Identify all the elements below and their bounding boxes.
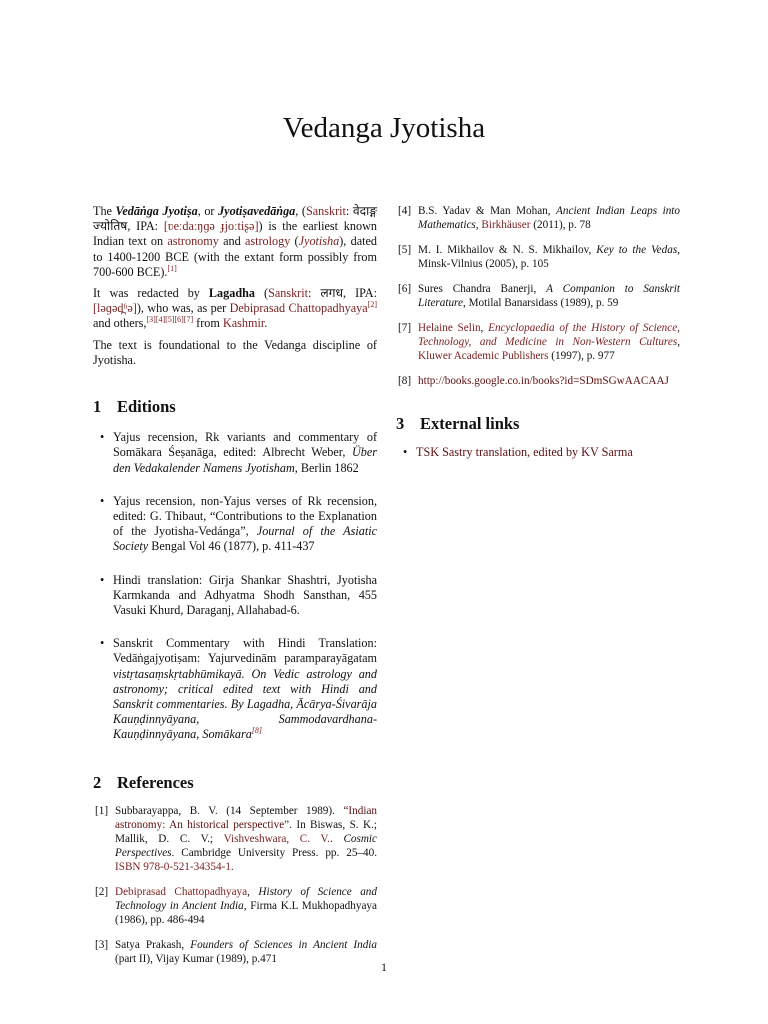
reference-item: [4] B.S. Yadav & Man Mohan, Ancient Indian Leaps into Mathematics, Birkhäuser (2011), p. 78 [398, 205, 680, 231]
right-column [396, 204, 680, 466]
reference-item: [3] Satya Prakash, Founders of Sciences in Ancient India (part II), Vijay Kumar (1989), p.471 [95, 938, 377, 965]
encyclopaedia-link[interactable]: Encyclopaedia of the History of Science, Technology, and Medicine in Non-Western Cultures [418, 322, 680, 348]
reference-item: [6] Sures Chandra Banerji, A Companion to Sanskrit Literature, Motilal Banarsidass (1989), p. 59 [398, 283, 680, 309]
chattopadhyaya-ref-link[interactable]: Debiprasad Chattopadhyaya [115, 885, 248, 898]
list-item: • Yajus recension, non-Yajus verses of Rk recension, edited: G. Thibaut, “Contributions to the Explanation of the Jyotisha-Vedánga”, Journal of the Asiatic Society Bengal Vol 46 (1877), p. 411-437 [100, 493, 377, 554]
chattopadhyaya-link[interactable]: Debiprasad Chattopadhyaya [229, 301, 368, 316]
reference-item: [1] Subbarayappa, B. V. (14 September 1989). “Indian astronomy: An historical perspective”. In Biswas, S. K.; Mallik, D. C. V.; Vishveshwara, C. V.. Cosmic Perspectives. Cambridge University Press. pp. 25–40. ISBN 978-0-521-34354-1. [95, 804, 377, 873]
ipa-link[interactable]: [ʋeːdaːŋɡə ɟjoːtiʂə] [163, 219, 259, 234]
list-item [396, 445, 680, 460]
external-links-heading: 3 External links [396, 414, 520, 433]
citation-2[interactable]: [2] [367, 300, 378, 310]
jyotisha-link[interactable]: Jyotisha [298, 234, 340, 249]
astronomy-link[interactable]: astronomy [167, 234, 219, 249]
bullet-icon: • [100, 572, 105, 587]
google-books-link[interactable]: http://books.google.co.in/books?id=SDmSGwAACAAJ [418, 375, 669, 387]
citation-3-7[interactable]: [3][4][5][6][7] [146, 315, 194, 325]
tsk-sastry-link[interactable]: TSK Sastry translation, edited by KV Sarma [416, 445, 633, 460]
editions-heading: 1 Editions [93, 397, 176, 417]
reference-title-link[interactable]: “Indian astronomy: An historical perspective” [115, 804, 377, 831]
bullet-icon: • [100, 636, 105, 651]
left-column [93, 204, 377, 977]
birkhauser-link[interactable]: Birkhäuser [481, 219, 531, 231]
bullet-icon: • [100, 493, 105, 508]
intro-paragraph-3: The text is foundational to the Vedanga discipline of Jyotisha. [93, 337, 377, 367]
external-links-list [396, 445, 680, 460]
list-item: • Yajus recension, Rk variants and commentary of Somākara Śeṣanāga, edited: Albrecht Weber, Über den Vedakalender Namens Jyotisham, Berlin 1862 [100, 430, 377, 475]
list-item: • Sanskrit Commentary with Hindi Translation: Vedāṅgajyotiṣam: Yajurvedinām paramparayāgatam vistṛtasaṃskṛtabhūmikayā. On Vedic astrology and astronomy; critical edited text with Hindi and Sanskrit commentaries. By Lagadha, Ācārya-Śivarāja Kauṇḍinnyāyana, SammodavardhanaKauṇḍinnyāyana, Somākara[8] [100, 636, 377, 742]
bullet-icon: • [100, 430, 105, 445]
references-heading: 2 References [93, 772, 194, 792]
intro-paragraph-2: It was redacted by Lagadha (Sanskrit: लगध, IPA: [ləɡəd̪ʱə]), who was, as per Debiprasad Chattopadhyaya[2] and others,[3][4][5][6][7] from Kashmir. [93, 286, 378, 331]
reference-item: [5] M. I. Mikhailov & N. S. Mikhailov, Key to the Vedas, Minsk-Vilnius (2005), p. 105 [398, 244, 680, 270]
isbn-link[interactable]: ISBN 978-0-521-34354-1 [115, 860, 231, 873]
page-number: 1 [381, 960, 387, 974]
editions-list [93, 430, 377, 742]
selin-link[interactable]: Helaine Selin [418, 322, 481, 334]
kluwer-link[interactable]: Kluwer Academic Publishers [418, 350, 549, 362]
reference-item: [7] Helaine Selin, Encyclopaedia of the History of Science, Technology, and Medicine in Non-Western Cultures, Kluwer Academic Publishers (1997), p. 977 [398, 322, 680, 362]
page-title: Vedanga Jyotisha [282, 112, 486, 144]
bullet-icon: • [403, 445, 408, 460]
vishveshwara-link[interactable]: Vishveshwara, C. V. [223, 832, 330, 845]
citation-1[interactable]: [1] [167, 263, 177, 273]
references-list-left [93, 804, 377, 966]
astrology-link[interactable]: astrology [244, 234, 291, 249]
references-list-right [396, 204, 680, 388]
reference-item: [2] Debiprasad Chattopadhyaya, History of Science and Technology in Ancient India, Firma K.L Mukhopadhyaya (1986), pp. 486-494 [95, 885, 377, 926]
list-item: • Hindi translation: Girja Shankar Shashtri, Jyotisha Karmkanda and Adhyatma Shodh Sansthan, 455 Vasuki Khurd, Daraganj, Allahabad-6. [100, 572, 377, 618]
sanskrit-link[interactable]: Sanskrit [305, 204, 346, 218]
intro-paragraph-1: The Vedāṅga Jyotiṣa, or Jyotiṣavedāṅga, (Sanskrit: वेदाङ्ग ज्योतिष, IPA: [ʋeːdaːŋɡə ɟjoːtiʂə]) is the earliest known Indian text on astronomy and astrology (Jyotisha), dated to 1400-1200 BCE (with the extant form possibly from 700-600 BCE).[1] [93, 204, 378, 279]
ipa-link-2[interactable]: [ləɡəd̪ʱə] [93, 301, 137, 316]
kashmir-link[interactable]: Kashmir [222, 316, 265, 331]
reference-item: [8] http://books.google.co.in/books?id=SDmSGwAACAAJ [398, 375, 669, 387]
sanskrit-link-2[interactable]: Sanskrit [268, 286, 309, 301]
citation-8[interactable]: [8] [251, 726, 263, 736]
